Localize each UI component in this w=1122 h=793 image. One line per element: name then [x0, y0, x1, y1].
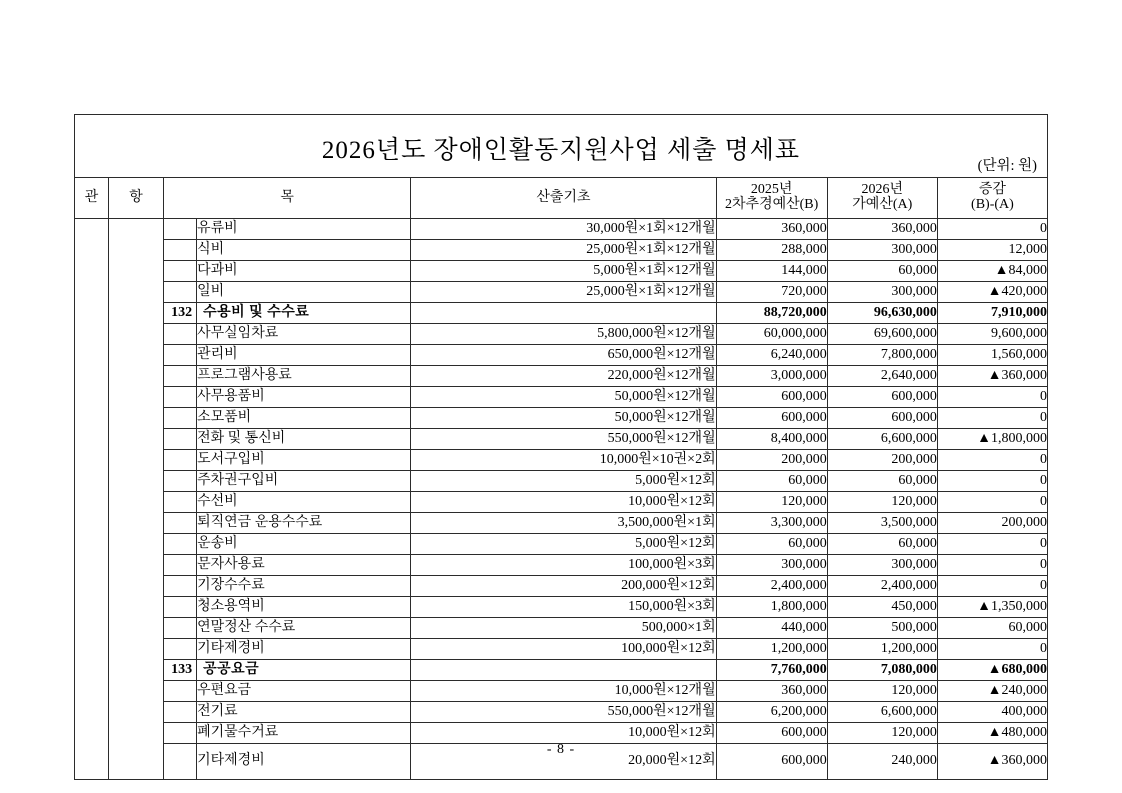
table-row	[75, 429, 1048, 450]
table-row	[75, 324, 1048, 345]
cell-budget-2026: 6,600,000	[827, 702, 937, 723]
table-row	[75, 240, 1048, 261]
cell-code	[164, 387, 197, 408]
cell-item-name: 사무실임차료	[197, 324, 411, 345]
cell-item-name: 퇴직연금 운용수수료	[197, 513, 411, 534]
title-cell	[75, 115, 1048, 178]
cell-item-name: 폐기물수거료	[197, 723, 411, 744]
cell-budget-2025: 60,000	[716, 534, 827, 555]
table-row	[75, 702, 1048, 723]
table-row	[75, 555, 1048, 576]
cell-calculation-basis	[411, 303, 716, 324]
cell-difference: 0	[937, 639, 1047, 660]
cell-budget-2025: 360,000	[716, 219, 827, 240]
cell-budget-2026: 200,000	[827, 450, 937, 471]
table-row	[75, 513, 1048, 534]
cell-budget-2026: 300,000	[827, 240, 937, 261]
cell-calculation-basis: 50,000원×12개월	[411, 387, 716, 408]
table-row	[75, 471, 1048, 492]
cell-budget-2025: 360,000	[716, 681, 827, 702]
header-budget-2026	[827, 178, 937, 219]
cell-item-name: 우편요금	[197, 681, 411, 702]
cell-difference: ▲360,000	[937, 744, 1047, 780]
cell-difference: 0	[937, 408, 1047, 429]
cell-budget-2026: 360,000	[827, 219, 937, 240]
cell-budget-2025: 600,000	[716, 408, 827, 429]
cell-calculation-basis: 5,000원×12회	[411, 471, 716, 492]
cell-budget-2025: 600,000	[716, 723, 827, 744]
cell-item-name: 관리비	[197, 345, 411, 366]
cell-budget-2025: 8,400,000	[716, 429, 827, 450]
table-row	[75, 366, 1048, 387]
cell-budget-2026: 2,400,000	[827, 576, 937, 597]
cell-budget-2026: 450,000	[827, 597, 937, 618]
table-row	[75, 219, 1048, 240]
header-mok: 목	[164, 178, 411, 219]
cell-budget-2026: 120,000	[827, 492, 937, 513]
cell-difference: 1,560,000	[937, 345, 1047, 366]
cell-item-name: 문자사용료	[197, 555, 411, 576]
cell-calculation-basis: 500,000×1회	[411, 618, 716, 639]
cell-item-name: 소모품비	[197, 408, 411, 429]
cell-item-name: 전기료	[197, 702, 411, 723]
cell-item-name: 유류비	[197, 219, 411, 240]
cell-code	[164, 366, 197, 387]
table-row	[75, 345, 1048, 366]
cell-budget-2026: 69,600,000	[827, 324, 937, 345]
cell-budget-2026: 60,000	[827, 534, 937, 555]
cell-code	[164, 408, 197, 429]
cell-item-name: 공공요금	[197, 660, 411, 681]
cell-item-name: 프로그램사용료	[197, 366, 411, 387]
cell-difference: ▲84,000	[937, 261, 1047, 282]
cell-budget-2025: 300,000	[716, 555, 827, 576]
cell-calculation-basis: 5,800,000원×12개월	[411, 324, 716, 345]
cell-budget-2026: 2,640,000	[827, 366, 937, 387]
cell-code	[164, 345, 197, 366]
cell-item-name: 사무용품비	[197, 387, 411, 408]
cell-budget-2025: 144,000	[716, 261, 827, 282]
column-header-row	[75, 178, 1048, 219]
cell-calculation-basis: 3,500,000원×1회	[411, 513, 716, 534]
table-row	[75, 639, 1048, 660]
cell-calculation-basis: 10,000원×12회	[411, 492, 716, 513]
cell-calculation-basis: 220,000원×12개월	[411, 366, 716, 387]
cell-budget-2025: 88,720,000	[716, 303, 827, 324]
cell-difference: 0	[937, 471, 1047, 492]
cell-item-name: 수용비 및 수수료	[197, 303, 411, 324]
cell-budget-2025: 600,000	[716, 744, 827, 780]
cell-item-name: 전화 및 통신비	[197, 429, 411, 450]
cell-budget-2025: 600,000	[716, 387, 827, 408]
cell-item-name: 식비	[197, 240, 411, 261]
cell-budget-2026: 60,000	[827, 471, 937, 492]
cell-budget-2026: 240,000	[827, 744, 937, 780]
cell-difference: 60,000	[937, 618, 1047, 639]
cell-calculation-basis: 200,000원×12회	[411, 576, 716, 597]
budget-sheet	[74, 114, 1048, 780]
cell-difference: 9,600,000	[937, 324, 1047, 345]
cell-difference: ▲480,000	[937, 723, 1047, 744]
cell-difference: 7,910,000	[937, 303, 1047, 324]
cell-difference: ▲680,000	[937, 660, 1047, 681]
cell-budget-2025: 60,000	[716, 471, 827, 492]
table-row	[75, 534, 1048, 555]
table-row	[75, 618, 1048, 639]
cell-code	[164, 681, 197, 702]
cell-budget-2025: 60,000,000	[716, 324, 827, 345]
cell-budget-2026: 600,000	[827, 387, 937, 408]
cell-code	[164, 261, 197, 282]
cell-budget-2025: 120,000	[716, 492, 827, 513]
cell-item-name: 청소용역비	[197, 597, 411, 618]
cell-budget-2026: 300,000	[827, 555, 937, 576]
cell-budget-2025: 3,000,000	[716, 366, 827, 387]
cell-code	[164, 702, 197, 723]
cell-budget-2026: 300,000	[827, 282, 937, 303]
cell-difference: ▲360,000	[937, 366, 1047, 387]
unit-note: (단위: 원)	[977, 157, 1037, 174]
cell-budget-2026: 7,800,000	[827, 345, 937, 366]
cell-code	[164, 240, 197, 261]
page-title: 2026년도 장애인활동지원사업 세출 명세표	[321, 137, 801, 165]
cell-difference: 12,000	[937, 240, 1047, 261]
cell-item-name: 기타제경비	[197, 744, 411, 780]
header-difference-line2: (B)-(A)	[971, 197, 1014, 212]
cell-calculation-basis: 10,000원×10권×2회	[411, 450, 716, 471]
cell-difference: ▲1,350,000	[937, 597, 1047, 618]
table-row	[75, 282, 1048, 303]
cell-code	[164, 618, 197, 639]
cell-calculation-basis: 25,000원×1회×12개월	[411, 240, 716, 261]
cell-difference: ▲1,800,000	[937, 429, 1047, 450]
cell-budget-2025: 200,000	[716, 450, 827, 471]
budget-table	[74, 114, 1048, 780]
cell-difference: 0	[937, 534, 1047, 555]
cell-code	[164, 492, 197, 513]
cell-difference: 0	[937, 387, 1047, 408]
cell-code	[164, 450, 197, 471]
cell-budget-2026: 6,600,000	[827, 429, 937, 450]
table-row	[75, 660, 1048, 681]
cell-code	[164, 534, 197, 555]
cell-calculation-basis: 100,000원×3회	[411, 555, 716, 576]
cell-difference: 200,000	[937, 513, 1047, 534]
cell-budget-2026: 500,000	[827, 618, 937, 639]
header-basis: 산출기초	[411, 178, 716, 219]
cell-budget-2026: 1,200,000	[827, 639, 937, 660]
cell-code: 133	[164, 660, 197, 681]
table-row	[75, 723, 1048, 744]
header-budget-2026-line2: 가예산(A)	[852, 197, 913, 212]
cell-item-name: 도서구입비	[197, 450, 411, 471]
table-row	[75, 492, 1048, 513]
cell-calculation-basis: 30,000원×1회×12개월	[411, 219, 716, 240]
cell-calculation-basis: 25,000원×1회×12개월	[411, 282, 716, 303]
cell-budget-2026: 600,000	[827, 408, 937, 429]
cell-calculation-basis: 20,000원×12회	[411, 744, 716, 780]
title-row	[75, 115, 1048, 178]
cell-code	[164, 639, 197, 660]
table-row	[75, 303, 1048, 324]
cell-calculation-basis: 550,000원×12개월	[411, 429, 716, 450]
cell-budget-2025: 6,200,000	[716, 702, 827, 723]
budget-table-body	[75, 115, 1048, 780]
cell-code: 132	[164, 303, 197, 324]
cell-budget-2025: 3,300,000	[716, 513, 827, 534]
cell-calculation-basis: 10,000원×12회	[411, 723, 716, 744]
table-row	[75, 681, 1048, 702]
header-difference	[937, 178, 1047, 219]
table-row	[75, 261, 1048, 282]
cell-difference: 0	[937, 576, 1047, 597]
cell-budget-2025: 7,760,000	[716, 660, 827, 681]
cell-item-name: 일비	[197, 282, 411, 303]
table-row	[75, 408, 1048, 429]
header-budget-2025	[716, 178, 827, 219]
cell-calculation-basis: 650,000원×12개월	[411, 345, 716, 366]
cell-item-name: 기장수수료	[197, 576, 411, 597]
cell-budget-2025: 720,000	[716, 282, 827, 303]
cell-item-name: 운송비	[197, 534, 411, 555]
header-hang: 항	[109, 178, 164, 219]
cell-code	[164, 555, 197, 576]
cell-code	[164, 513, 197, 534]
cell-budget-2026: 120,000	[827, 681, 937, 702]
cell-item-name: 수선비	[197, 492, 411, 513]
cell-budget-2026: 7,080,000	[827, 660, 937, 681]
cell-budget-2026: 60,000	[827, 261, 937, 282]
cell-budget-2026: 120,000	[827, 723, 937, 744]
cell-gwan	[75, 219, 109, 780]
table-row	[75, 597, 1048, 618]
cell-calculation-basis: 5,000원×1회×12개월	[411, 261, 716, 282]
cell-difference: 0	[937, 492, 1047, 513]
cell-calculation-basis: 100,000원×12회	[411, 639, 716, 660]
cell-code	[164, 282, 197, 303]
table-row	[75, 576, 1048, 597]
cell-code	[164, 324, 197, 345]
cell-budget-2025: 1,800,000	[716, 597, 827, 618]
cell-budget-2025: 6,240,000	[716, 345, 827, 366]
header-budget-2025-line1: 2025년	[750, 182, 793, 198]
cell-calculation-basis: 150,000원×3회	[411, 597, 716, 618]
cell-difference: 0	[937, 555, 1047, 576]
cell-budget-2026: 3,500,000	[827, 513, 937, 534]
cell-calculation-basis: 50,000원×12개월	[411, 408, 716, 429]
cell-calculation-basis: 10,000원×12개월	[411, 681, 716, 702]
cell-difference: 0	[937, 219, 1047, 240]
cell-code	[164, 576, 197, 597]
table-row	[75, 450, 1048, 471]
cell-code	[164, 219, 197, 240]
cell-difference: 400,000	[937, 702, 1047, 723]
cell-code	[164, 471, 197, 492]
cell-difference: ▲240,000	[937, 681, 1047, 702]
table-row	[75, 387, 1048, 408]
cell-code	[164, 429, 197, 450]
header-gwan: 관	[75, 178, 109, 219]
cell-budget-2025: 2,400,000	[716, 576, 827, 597]
cell-item-name: 주차권구입비	[197, 471, 411, 492]
cell-budget-2025: 1,200,000	[716, 639, 827, 660]
cell-calculation-basis	[411, 660, 716, 681]
cell-item-name: 다과비	[197, 261, 411, 282]
cell-hang	[109, 219, 164, 780]
cell-calculation-basis: 550,000원×12개월	[411, 702, 716, 723]
cell-budget-2026: 96,630,000	[827, 303, 937, 324]
cell-budget-2025: 288,000	[716, 240, 827, 261]
header-budget-2026-line1: 2026년	[861, 182, 904, 198]
cell-budget-2025: 440,000	[716, 618, 827, 639]
cell-calculation-basis: 5,000원×12회	[411, 534, 716, 555]
cell-item-name: 연말정산 수수료	[197, 618, 411, 639]
cell-code	[164, 597, 197, 618]
header-difference-line1: 증감	[978, 182, 1006, 198]
cell-difference: 0	[937, 450, 1047, 471]
cell-difference: ▲420,000	[937, 282, 1047, 303]
header-budget-2025-line2: 2차추경예산(B)	[725, 197, 819, 212]
page-number: - 8 -	[546, 742, 576, 757]
cell-code	[164, 723, 197, 744]
cell-item-name: 기타제경비	[197, 639, 411, 660]
